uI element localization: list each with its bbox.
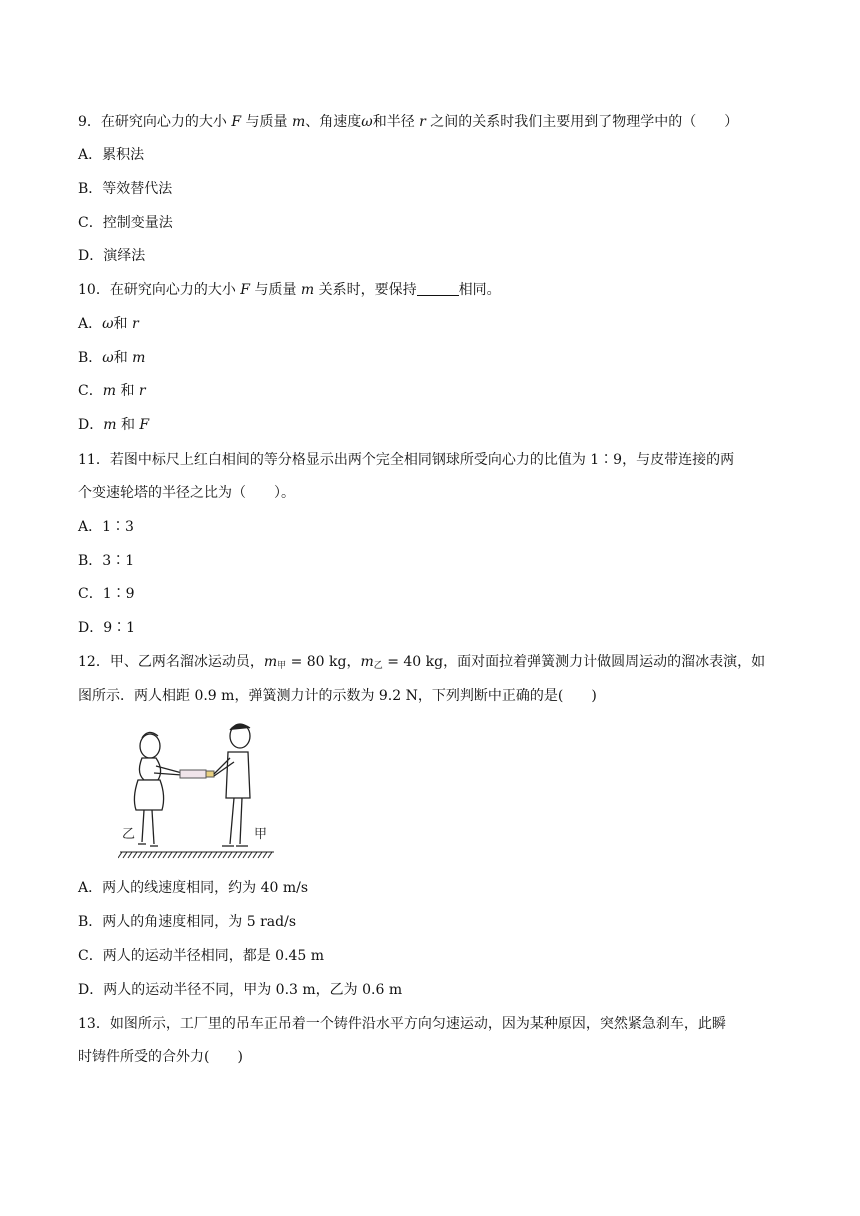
question-12-option-a: A．两人的线速度相同，约为 40 m/s — [78, 880, 309, 896]
hatch-mark — [123, 852, 127, 858]
hatch-mark — [173, 852, 177, 858]
question-11-stem-line1: 11．若图中标尺上红白相间的等分格显示出两个完全相同钢球所受向心力的比值为 1∶9，与皮带连接的两 — [78, 452, 735, 468]
hatch-mark — [268, 852, 272, 858]
question-12-option-d: D．两人的运动半径不同，甲为 0.3 m，乙为 0.6 m — [78, 982, 403, 998]
hatch-mark — [163, 852, 167, 858]
skater-right — [214, 724, 250, 846]
question-10-option-c: C．m 和 r — [78, 383, 146, 399]
question-11-option-c: C．1∶9 — [78, 586, 135, 602]
question-10-option-a: A．ω和 r — [78, 316, 139, 332]
hatch-mark — [143, 852, 147, 858]
question-13-stem-line2: 时铸件所受的合外力( ) — [78, 1049, 243, 1065]
question-9-option-d: D．演绎法 — [78, 248, 146, 264]
hatch-mark — [168, 852, 172, 858]
hatch-mark — [178, 852, 182, 858]
question-9-option-b: B．等效替代法 — [78, 181, 173, 197]
hatch-mark — [243, 852, 247, 858]
skaters-figure — [118, 718, 278, 864]
hatch-mark — [188, 852, 192, 858]
question-9-option-a: A．累积法 — [78, 147, 145, 163]
hatch-mark — [208, 852, 212, 858]
question-9-option-c: C．控制变量法 — [78, 215, 173, 231]
hatch-mark — [183, 852, 187, 858]
hatch-mark — [248, 852, 252, 858]
spring-scale — [180, 770, 214, 778]
question-number: 13． — [78, 1016, 110, 1032]
hatch-mark — [203, 852, 207, 858]
question-number: 11． — [78, 452, 110, 468]
hatch-mark — [218, 852, 222, 858]
hatch-mark — [233, 852, 237, 858]
question-11-option-a: A．1∶3 — [78, 519, 134, 535]
hatch-mark — [148, 852, 152, 858]
question-13-stem-line1: 13．如图所示，工厂里的吊车正吊着一个铸件沿水平方向匀速运动，因为某种原因，突然紧急刹车，此瞬 — [78, 1016, 726, 1032]
hatch-mark — [213, 852, 217, 858]
question-10-option-b: B．ω和 m — [78, 350, 146, 366]
hatch-mark — [153, 852, 157, 858]
question-10-stem: 10．在研究向心力的大小 F 与质量 m 关系时，要保持 相同。 — [78, 282, 501, 298]
label-yi: 乙 — [122, 827, 136, 842]
question-number: 9． — [78, 114, 101, 130]
question-11-stem-line2: 个变速轮塔的半径之比为（ ）。 — [78, 485, 295, 501]
hatch-mark — [253, 852, 257, 858]
question-number: 12． — [78, 654, 110, 670]
hatch-mark — [228, 852, 232, 858]
hatch-mark — [198, 852, 202, 858]
hatch-mark — [258, 852, 262, 858]
hatch-mark — [118, 852, 122, 858]
question-12-stem-line1: 12．甲、乙两名溜冰运动员，$m_甲 = 80$ kg，$m_乙 = 40$ kg，面对面拉着弹簧测力计做圆周运动的溜冰表演，如 — [78, 654, 766, 671]
hatch-mark — [223, 852, 227, 858]
question-12-stem-line2: 图所示．两人相距 0.9 m，弹簧测力计的示数为 9.2 N，下列判断中正确的是( ) — [78, 688, 597, 704]
ground-hatch — [118, 852, 274, 858]
hatch-mark — [138, 852, 142, 858]
question-number: 10． — [78, 282, 110, 298]
hatch-mark — [133, 852, 137, 858]
question-9-stem: 9．在研究向心力的大小 F 与质量 m、角速度ω和半径 r 之间的关系时我们主要用到了物理学中的（ ） — [78, 114, 739, 130]
label-jia: 甲 — [254, 827, 268, 842]
question-11-option-d: D．9∶1 — [78, 620, 136, 636]
hatch-mark — [238, 852, 242, 858]
question-12-option-b: B．两人的角速度相同，为 5 rad/s — [78, 914, 297, 930]
answer-blank — [417, 281, 459, 296]
question-11-option-b: B．3∶1 — [78, 553, 135, 569]
question-10-option-d: D．m 和 F — [78, 417, 150, 433]
hatch-mark — [128, 852, 132, 858]
question-12-option-c: C．两人的运动半径相同，都是 0.45 m — [78, 948, 325, 964]
hatch-mark — [158, 852, 162, 858]
skater-left — [134, 732, 182, 846]
hatch-mark — [193, 852, 197, 858]
hatch-mark — [263, 852, 267, 858]
